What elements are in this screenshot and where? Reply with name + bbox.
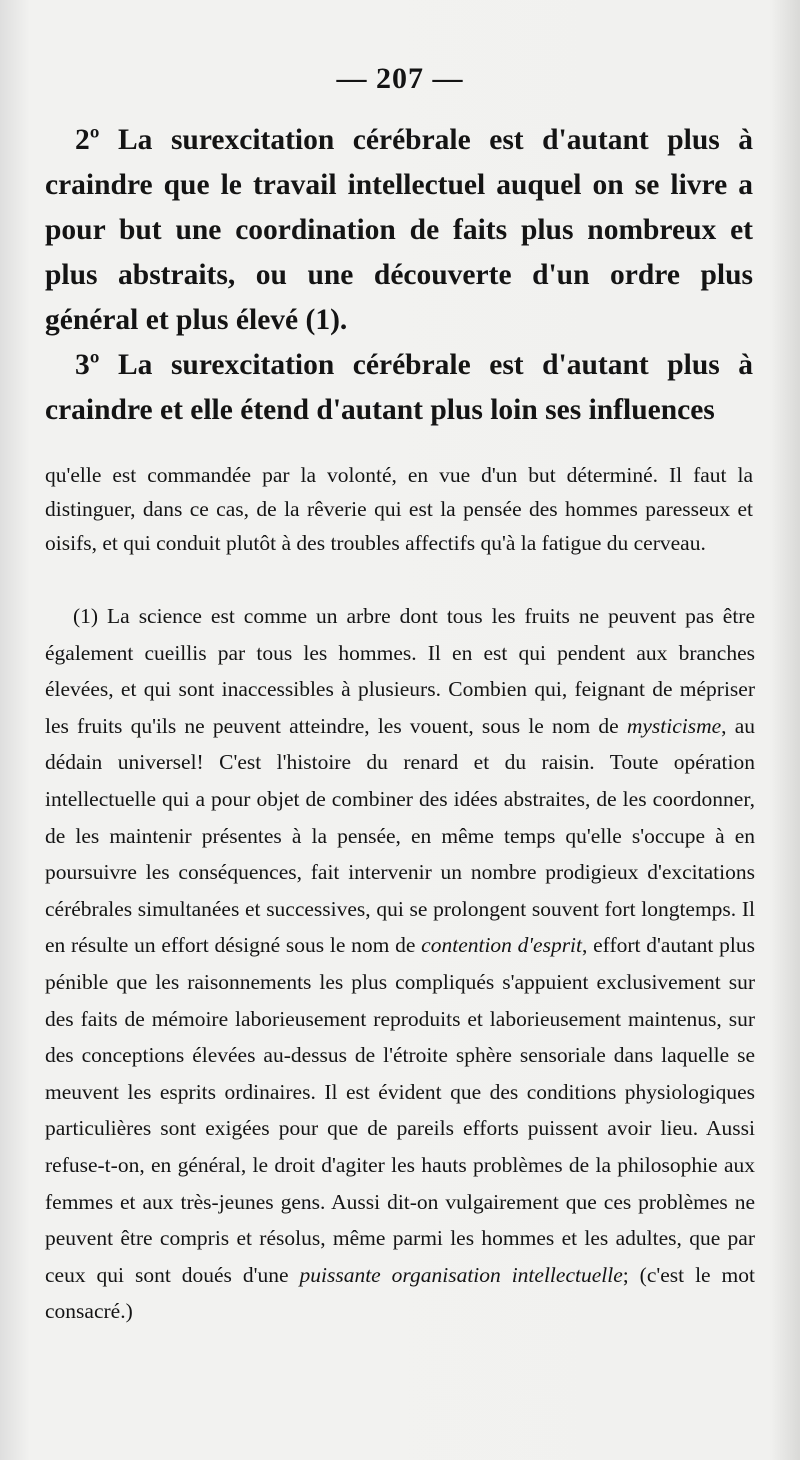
paragraph-3: 3º La surexcitation cérébrale est d'autant plus à craindre et elle étend d'autant plus loin ses influences (45, 349, 753, 426)
paragraph-2: 2º La surexcitation cérébrale est d'autant plus à craindre que le travail intellectuel auquel on se livre a pour but une coordination de faits plus nombreux et plus abstraits, ou une découverte d'un ordre plus général et plus élevé (1). (45, 124, 753, 336)
footnote-text-part-1: (1) La science est comme un arbre dont tous les fruits ne peuvent pas être également cueillis par tous les hommes. Il en est qui pendent aux branches élevées, et qui sont inaccessibles à plusieurs. Combien qui, feignant de mépriser les fruits qu'ils ne peuvent atteindre, les vouent, sous le nom de (45, 604, 755, 738)
footnote-paragraph (45, 598, 755, 1330)
footnote-text-part-2: , au dédain universel! C'est l'histoire du renard et du raisin. Toute opération intellectuelle qui a pour objet de combiner des idées abstraites, de les coordonner, de les maintenir présentes à la pensée, en même temps qu'elle s'occupe à en poursuivre les conséquences, fait intervenir un nombre prodigieux d'excitations cérébrales simultanées et successives, qui se prolongent souvent fort longtemps. Il en résulte un effort désigné sous le nom de (45, 713, 755, 958)
body-text-block (45, 458, 753, 560)
term-organisation: puissante organisation intellectuelle (299, 1262, 623, 1287)
main-text-block (45, 118, 753, 433)
page-number: — 207 — (336, 62, 464, 95)
term-mysticism: mysticisme (626, 713, 722, 738)
footnote-1 (45, 598, 755, 1330)
term-contention: contention d'esprit (421, 933, 583, 958)
footnote-text-part-3: , effort d'autant plus pénible que les raisonnements les plus compliqués s'appuient exclusivement sur des faits de mémoire laborieusement reproduits et laborieusement maintenus, sur des conceptions élevées au-dessus de l'étroite sphère sensoriale dans laquelle se meuvent les esprits ordinaires. Il est évident que des conditions physiologiques particulières sont exigées pour que de pareils efforts puissent avoir lieu. Aussi refuse-t-on, en général, le droit d'agiter les hauts problèmes de la philosophie aux femmes et aux très-jeunes gens. Aussi dit-on vulgairement que ces problèmes ne peuvent être compris et résolus, même parmi les hommes et les adultes, que par ceux qui sont doués d'une (45, 933, 756, 1287)
footnote-text-part-4: ; (c'est le mot consacré.) (45, 1262, 755, 1324)
continuation-paragraph: qu'elle est commandée par la volonté, en vue d'un but déterminé. Il faut la distinguer, dans ce cas, de la rêverie qui est la pensée des hommes paresseux et oisifs, et qui conduit plutôt à des troubles affectifs qu'à la fatigue du cerveau. (45, 463, 753, 555)
